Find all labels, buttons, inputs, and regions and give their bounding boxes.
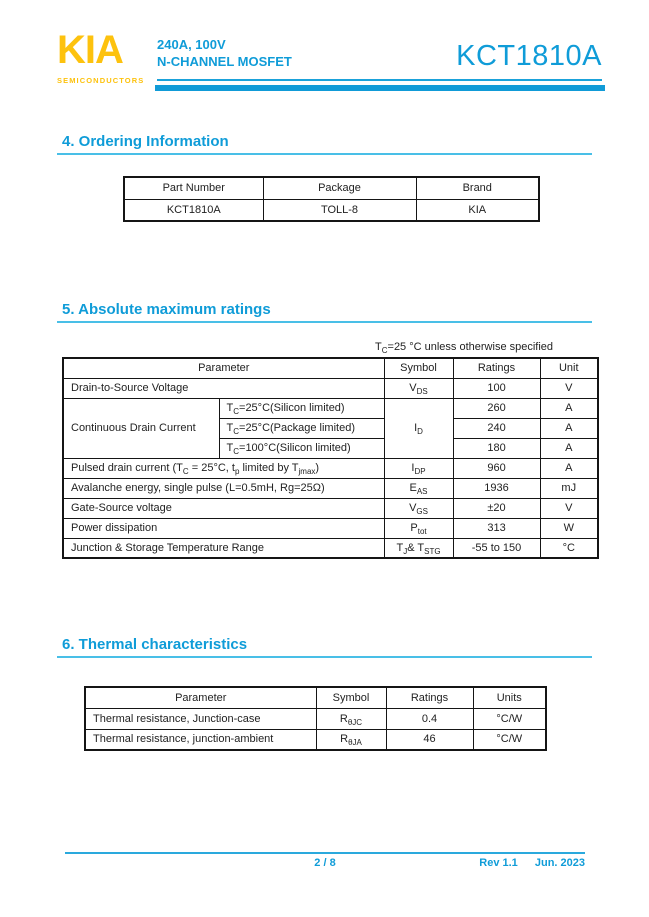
condition-cell: $T_C=25^\circ C(Package$ limited) [219,418,384,438]
unit-cell: °C [540,538,598,558]
rating-cell: 100 [453,378,540,398]
section-rule-ordering [57,153,592,155]
param-cell: Thermal resistance, junction-ambient [85,729,316,750]
unit-cell: A [540,398,598,418]
header-device-summary [157,36,292,70]
unit-cell: A [540,438,598,458]
header-type-line: N-CHANNEL MOSFET [157,54,292,69]
table-row-rthjc [85,708,546,729]
col-header-units: Units [473,687,546,708]
param-cell: Avalanche energy, single pulse (L=0.5mH, Rg=25Ω) [63,478,384,498]
kia-logo: KIA [57,28,123,72]
unit-cell: V [540,378,598,398]
symbol-cell: $V_{GS}$ [384,498,453,518]
rating-cell: -55 to 150 [453,538,540,558]
symbol-cell: $E_{AS}$ [384,478,453,498]
table-row [124,199,539,221]
header-rule-thin [157,79,602,81]
thermal-table [84,686,547,751]
param-cell: Pulsed drain current ($T_C = 25^\circ C$, $t_p$ limited by $T_{jmax}$) [63,458,384,478]
rating-cell: ±20 [453,498,540,518]
ordering-table [123,176,540,222]
kia-logo-subtext: SEMICONDUCTORS [57,76,145,85]
table-row-id-1 [63,398,598,418]
table-header-row [85,687,546,708]
part-number-title: KCT1810A [456,40,602,72]
param-cell: Power dissipation [63,518,384,538]
abs-max-table [62,357,599,559]
col-header-brand: Brand [416,177,539,199]
package-cell: TOLL-8 [263,199,416,221]
rating-cell: 260 [453,398,540,418]
col-header-package: Package [263,177,416,199]
col-header-ratings: Ratings [453,358,540,378]
param-cell: Thermal resistance, Junction-case [85,708,316,729]
section-title-ordering: 4. Ordering Information [62,133,229,150]
param-cell: Gate-Source voltage [63,498,384,518]
col-header-part-number: Part Number [124,177,263,199]
param-cell: Drain-to-Source Voltage [63,378,384,398]
table-row-idp [63,458,598,478]
header-rating-line: 240A, 100V [157,37,226,52]
revision-label [479,857,585,869]
table-header-row [124,177,539,199]
unit-cell: A [540,458,598,478]
symbol-cell: $R_{\theta JA}$ [316,729,386,750]
table-header-row [63,358,598,378]
col-header-unit: Unit [540,358,598,378]
page-number: 2 / 8 [314,857,336,869]
unit-cell: V [540,498,598,518]
symbol-cell: $I_{DP}$ [384,458,453,478]
rev-date: Jun. 2023 [534,857,585,869]
brand-cell: KIA [416,199,539,221]
table-row-vgs [63,498,598,518]
rating-cell: 46 [386,729,473,750]
rating-cell: 1936 [453,478,540,498]
section-title-abs-max: 5. Absolute maximum ratings [62,301,271,318]
header-rule-thick [155,85,605,91]
symbol-cell: $P_{tot}$ [384,518,453,538]
table-row-rthja [85,729,546,750]
symbol-cell: $V_{DS}$ [384,378,453,398]
table-row-eas [63,478,598,498]
unit-cell: °C/W [473,708,546,729]
symbol-cell: $I_D$ [384,398,453,458]
condition-cell: $T_C=25^\circ C(Silicon$ limited) [219,398,384,418]
unit-cell: A [540,418,598,438]
unit-cell: °C/W [473,729,546,750]
param-cell: Junction & Storage Temperature Range [63,538,384,558]
table-row-tstg [63,538,598,558]
unit-cell: W [540,518,598,538]
rating-cell: 180 [453,438,540,458]
table-row-ptot [63,518,598,538]
col-header-ratings: Ratings [386,687,473,708]
condition-cell: $T_C=100^\circ C(Silicon$ limited) [219,438,384,458]
rating-cell: 313 [453,518,540,538]
col-header-symbol: Symbol [316,687,386,708]
rating-cell: 960 [453,458,540,478]
section-rule-abs-max [57,321,592,323]
symbol-cell: $T_J\&$ $T_{STG}$ [384,538,453,558]
table-row-vds [63,378,598,398]
rating-cell: 240 [453,418,540,438]
part-number-cell: KCT1810A [124,199,263,221]
param-cell: Continuous Drain Current [63,398,219,458]
col-header-parameter: Parameter [85,687,316,708]
section-title-thermal: 6. Thermal characteristics [62,636,248,653]
conditions-note: $T_C=25$ °C unless otherwise specified [375,341,554,356]
unit-cell: mJ [540,478,598,498]
symbol-cell: $R_{\theta JC}$ [316,708,386,729]
section-rule-thermal [57,656,592,658]
rev-text: Rev 1.1 [479,857,518,869]
rating-cell: 0.4 [386,708,473,729]
footer-rule [65,852,585,854]
col-header-parameter: Parameter [63,358,384,378]
col-header-symbol: Symbol [384,358,453,378]
